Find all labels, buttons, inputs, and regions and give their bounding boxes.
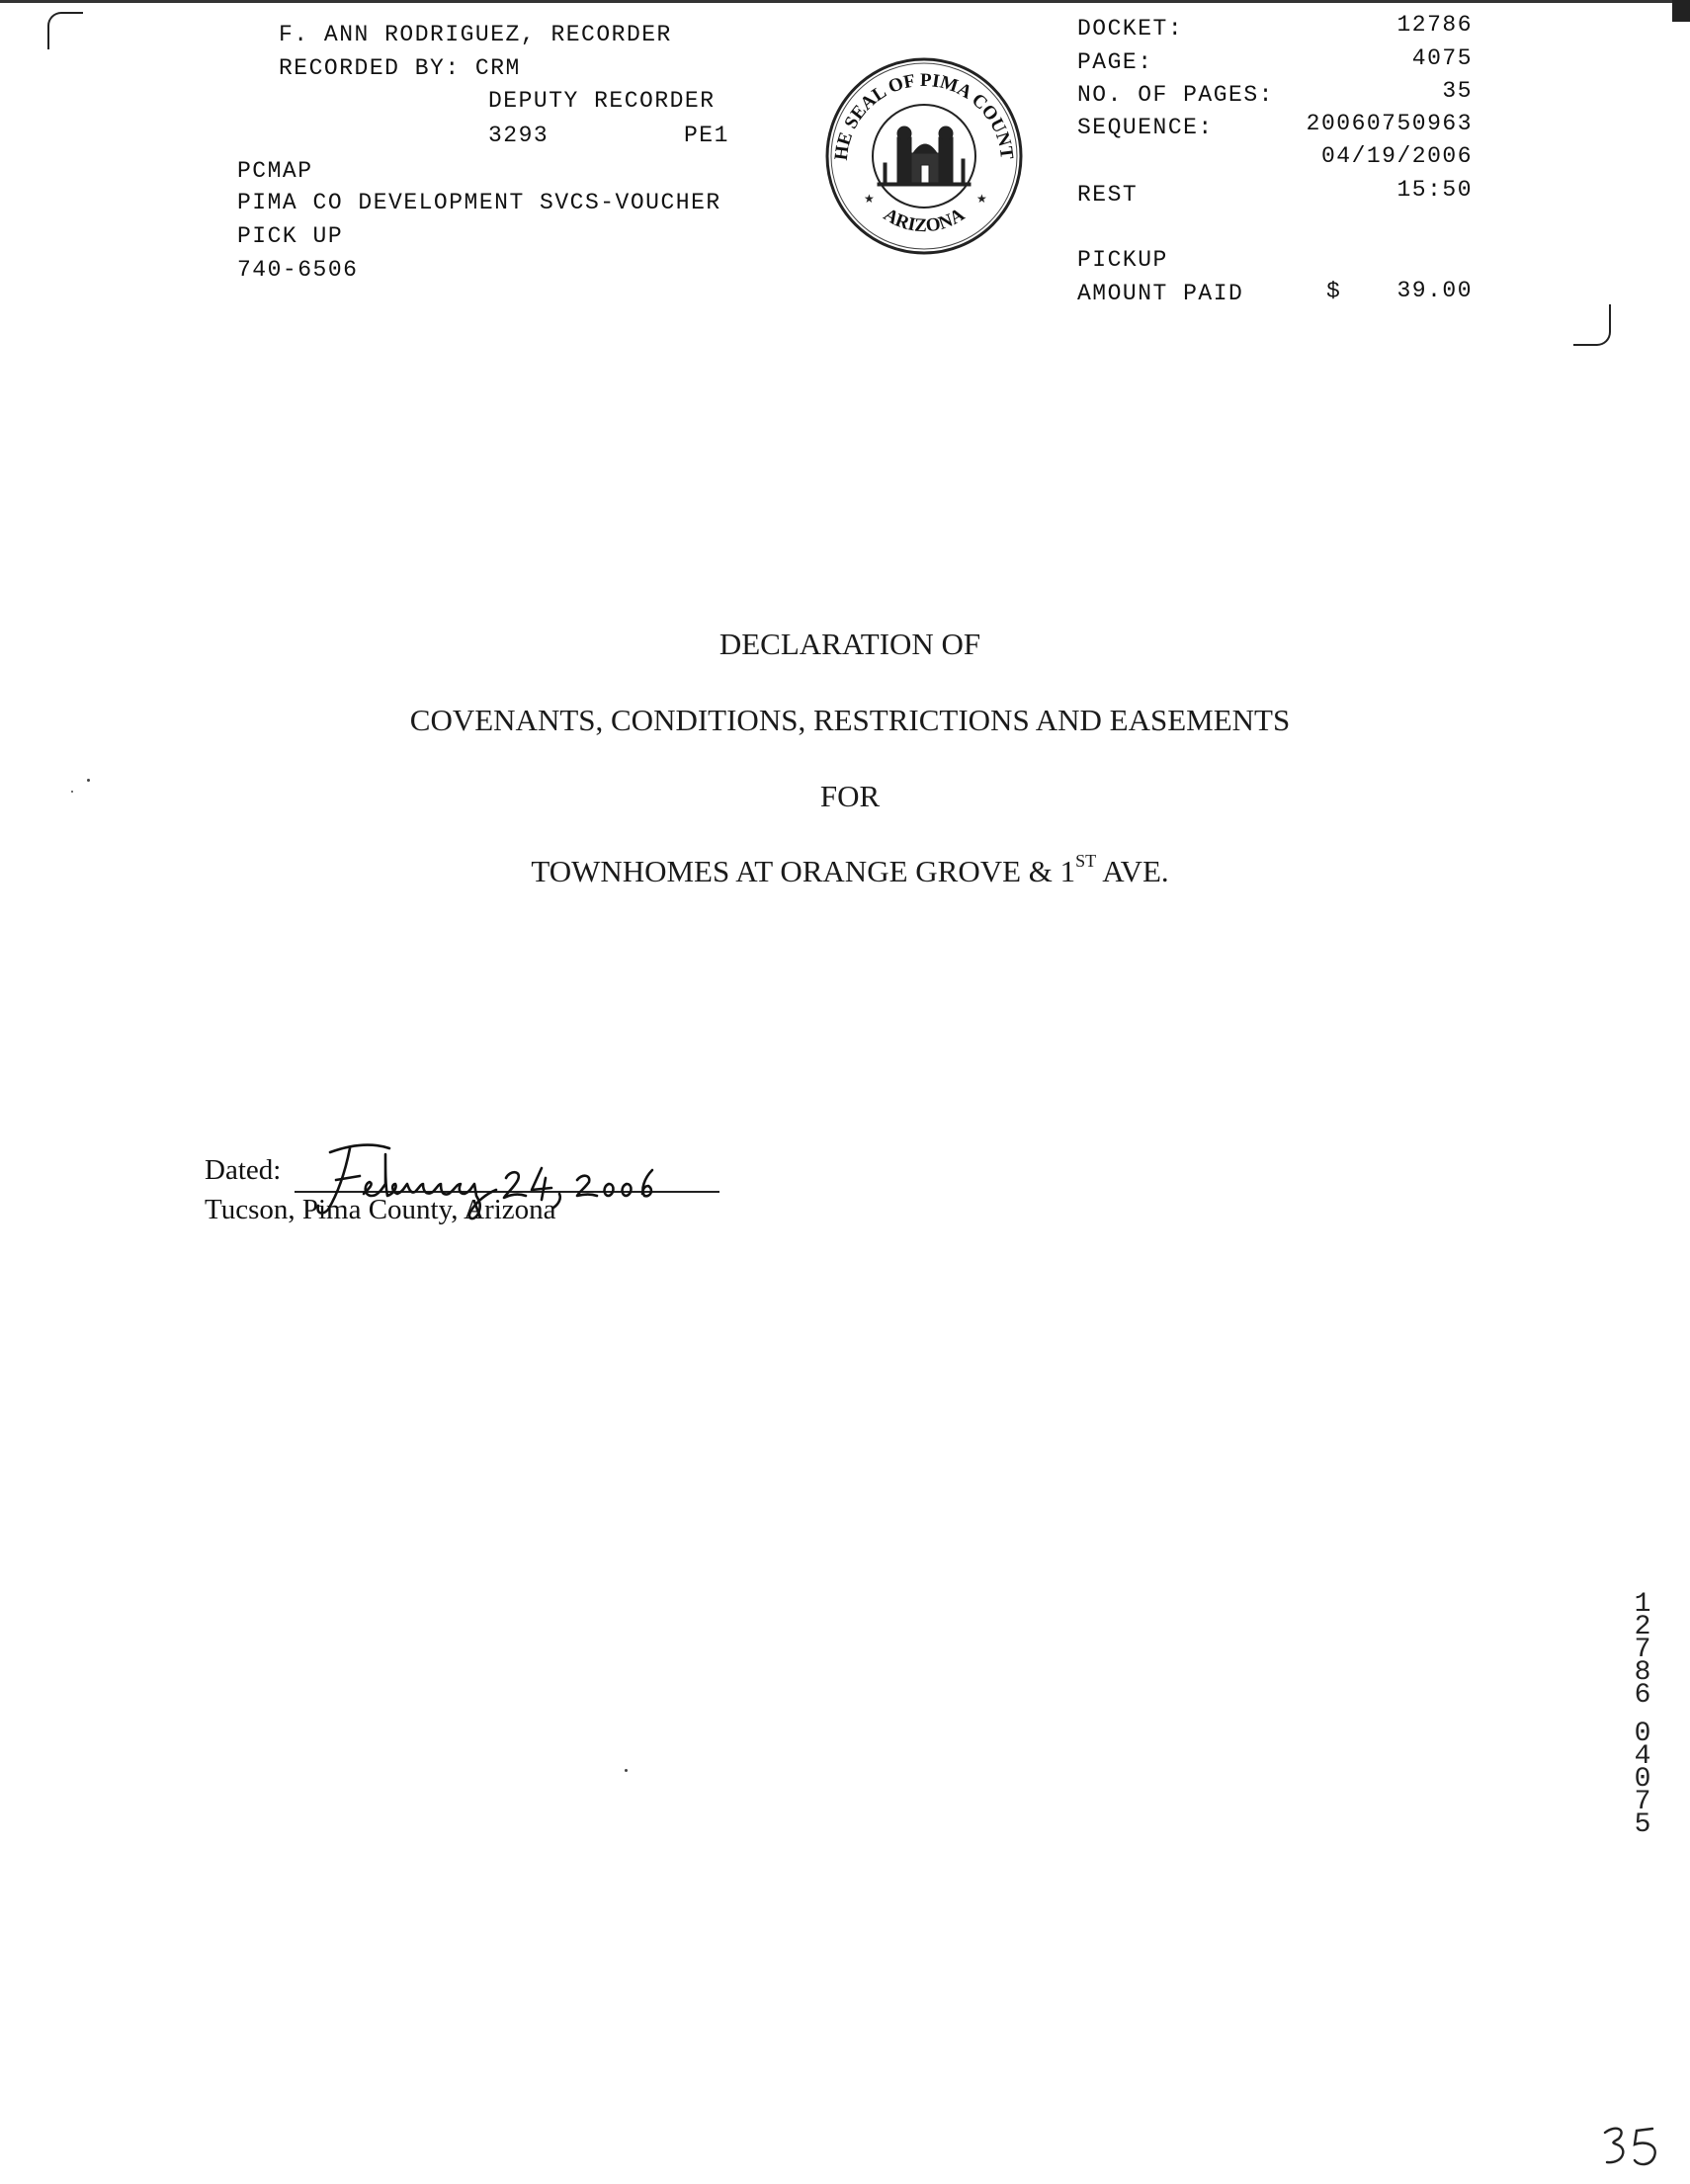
handwritten-page-count [1597, 2121, 1676, 2181]
currency-symbol: $ [1326, 279, 1342, 304]
stamp-digit: 0 [1634, 1764, 1651, 1795]
stamp-digit: 0 [1634, 1719, 1651, 1749]
recording-date: 04/19/2006 [1320, 143, 1473, 169]
recording-time: 15:50 [1396, 177, 1473, 203]
seal-bottom-text: ARIZONA [880, 204, 969, 237]
pickup-label: PICKUP [1077, 247, 1168, 273]
sequence-label: SEQUENCE: [1077, 115, 1214, 140]
title-line-1: DECLARATION OF [718, 627, 981, 661]
svg-text:★: ★ [976, 192, 987, 206]
svg-text:★: ★ [864, 192, 875, 206]
stamp-digit: 4 [1634, 1741, 1651, 1772]
rest-label: REST [1077, 182, 1139, 208]
submitter-phone: 740-6506 [237, 257, 359, 283]
stamp-digit: 8 [1634, 1657, 1651, 1688]
recorder-name: F. ANN RODRIGUEZ, RECORDER [279, 22, 672, 47]
county-seal [822, 54, 1026, 258]
stamp-digit: 5 [1634, 1809, 1651, 1840]
submitter-line-2: PIMA CO DEVELOPMENT SVCS-VOUCHER [237, 190, 721, 215]
scan-top-edge [0, 0, 1690, 3]
handwritten-page-count-graphic [1597, 2121, 1676, 2176]
title-line-3: FOR [819, 779, 881, 813]
submitter-line-1: PCMAP [237, 158, 313, 184]
location: Tucson, Pima County, Arizona [205, 1194, 556, 1225]
recorder-code-left: 3293 [488, 123, 549, 148]
scan-speck [87, 779, 90, 782]
stamp-digit: 2 [1634, 1612, 1651, 1642]
title-line-4-main: TOWNHOMES AT ORANGE GROVE & 1 [531, 854, 1076, 888]
scan-speck [71, 791, 73, 793]
docket-value: 12786 [1396, 12, 1473, 38]
amount-paid-label: AMOUNT PAID [1077, 281, 1244, 306]
pages-label: NO. OF PAGES: [1077, 82, 1274, 108]
pages-value: 35 [1442, 78, 1473, 104]
amount-paid-value: 39.00 [1396, 278, 1473, 303]
title-line-4 [0, 850, 1690, 889]
sequence-value: 20060750963 [1306, 111, 1473, 136]
title-line-4-superscript: ST [1075, 850, 1097, 871]
stamp-digit: 1 [1634, 1589, 1651, 1620]
page-value: 4075 [1411, 45, 1473, 71]
submitter-line-3: PICK UP [237, 223, 344, 249]
scan-right-edge [1672, 0, 1690, 22]
stamp-digit: 7 [1634, 1635, 1651, 1665]
page-label: PAGE: [1077, 49, 1153, 75]
title-line-2: COVENANTS, CONDITIONS, RESTRICTIONS AND EASEMENTS [409, 703, 1291, 737]
stamp-digit: 7 [1634, 1787, 1651, 1817]
dated-label: Dated: [205, 1154, 282, 1186]
corner-mark-top-left [47, 12, 83, 49]
title-line-4-end: AVE. [1096, 854, 1169, 888]
deputy-recorder: DEPUTY RECORDER [488, 88, 716, 114]
docket-label: DOCKET: [1077, 16, 1184, 42]
recorded-by: RECORDED BY: CRM [279, 55, 521, 81]
seal-top-text: HE SEAL OF PIMA COUNT [830, 69, 1018, 162]
recorder-code-right: PE1 [684, 123, 729, 148]
margin-docket-stamp [1621, 1589, 1664, 1840]
scan-speck [625, 1769, 628, 1772]
seal-graphic [822, 54, 1026, 258]
corner-mark-right [1573, 304, 1611, 346]
stamp-digit: 6 [1634, 1680, 1651, 1711]
